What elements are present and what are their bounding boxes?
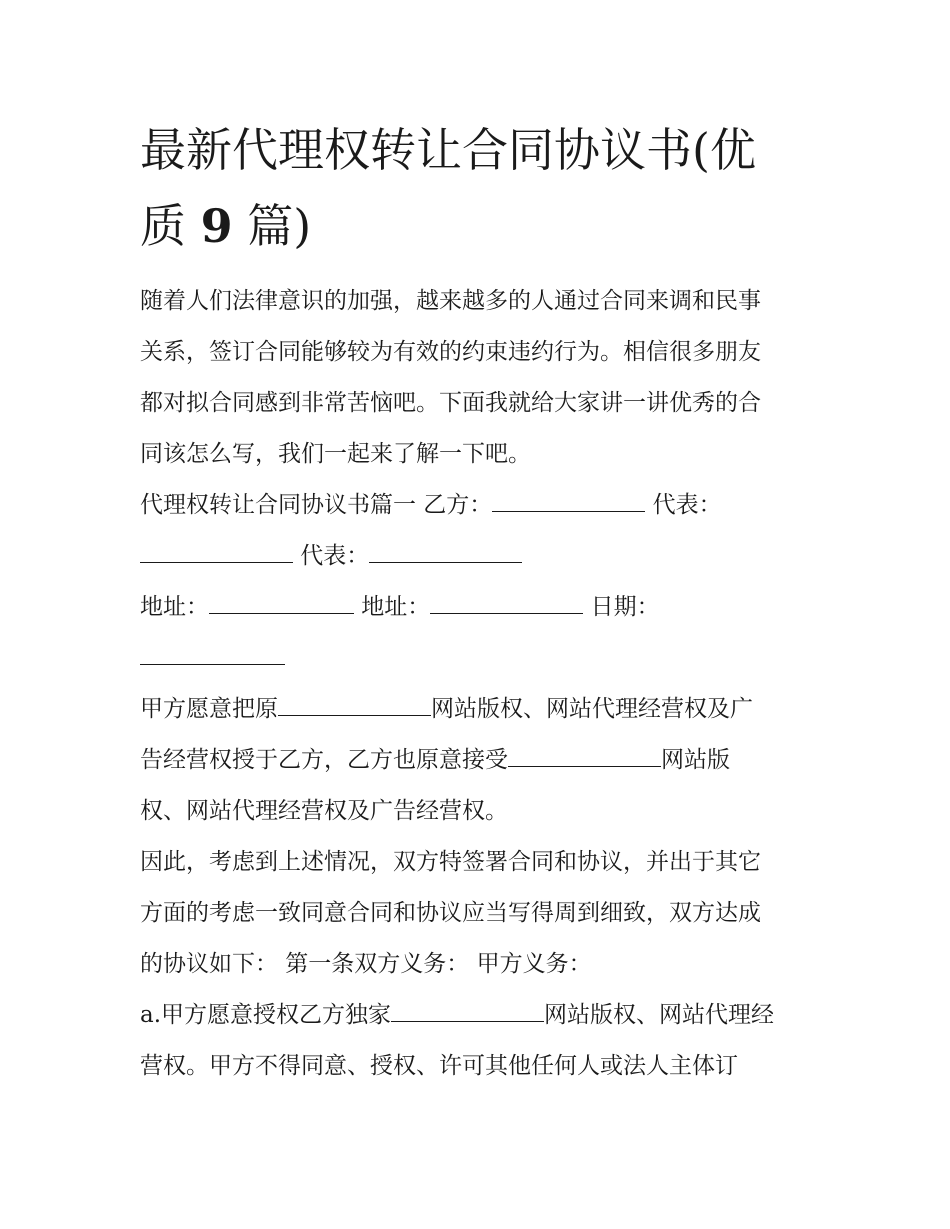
intro-paragraph — [140, 276, 820, 480]
title-line-1: 最新代理权转让合同协议书(优 — [140, 123, 756, 177]
address-blank — [209, 593, 354, 614]
representative-label-2: 代表： — [293, 543, 370, 569]
clause-a-text: a.甲方愿意授权乙方独家 — [140, 1002, 392, 1028]
clause-a-paragraph — [140, 990, 820, 1092]
grant-line-2 — [140, 735, 820, 786]
grant-paragraph — [140, 684, 820, 837]
parties-paragraph — [140, 480, 820, 684]
address-blank-2 — [430, 593, 583, 614]
title-line-2-a: 质 — [140, 199, 201, 253]
reason-line: 的协议如下： 第一条双方义务： 甲方义务： — [140, 951, 592, 977]
clause-a-line-2: 营权。甲方不得同意、授权、许可其他任何人或法人主体订 — [140, 1053, 738, 1079]
grant-text: 甲方愿意把原 — [140, 696, 278, 722]
parties-line-2 — [140, 531, 820, 582]
grant-text: 告经营权授于乙方，乙方也原意接受 — [140, 747, 508, 773]
grant-line-1 — [140, 684, 820, 735]
grant-line-3: 权、网站代理经营权及广告经营权。 — [140, 798, 508, 824]
intro-line: 同该怎么写，我们一起来了解一下吧。 — [140, 441, 531, 467]
reason-paragraph — [140, 837, 820, 990]
document-body — [140, 276, 820, 1092]
grant-text: 网站版权、网站代理经营权及广 — [431, 696, 753, 722]
address-label: 地址： — [140, 594, 209, 620]
grant-text: 网站版 — [661, 747, 730, 773]
document-title — [140, 112, 820, 264]
parties-line-1 — [140, 480, 820, 531]
exclusive-website-blank — [391, 1001, 544, 1022]
reason-line: 方面的考虑一致同意合同和协议应当写得周到细致，双方达成 — [140, 900, 761, 926]
title-number: 9 — [200, 199, 233, 253]
title-line-2-b: 篇) — [232, 199, 312, 253]
clause-a-line-1 — [140, 990, 820, 1041]
website-blank-2 — [508, 746, 661, 767]
representative-blank — [140, 542, 293, 563]
representative-blank-2 — [369, 542, 522, 563]
representative-label: 代表： — [645, 492, 722, 518]
intro-line: 随着人们法律意识的加强，越来越多的人通过合同来调和民事 — [140, 288, 761, 314]
parties-line-3 — [140, 582, 820, 633]
party-b-label: 代理权转让合同协议书篇一 乙方： — [140, 492, 493, 518]
reason-line: 因此，考虑到上述情况，双方特签署合同和协议，并出于其它 — [140, 849, 761, 875]
address-label-2: 地址： — [354, 594, 431, 620]
website-blank — [278, 695, 431, 716]
intro-line: 关系，签订合同能够较为有效的约束违约行为。相信很多朋友 — [140, 339, 761, 365]
parties-line-4 — [140, 633, 820, 684]
intro-line: 都对拟合同感到非常苦恼吧。下面我就给大家讲一讲优秀的合 — [140, 390, 761, 416]
party-b-blank — [492, 491, 645, 512]
date-label: 日期： — [583, 594, 660, 620]
date-blank — [140, 644, 285, 665]
clause-a-text: 网站版权、网站代理经 — [544, 1002, 775, 1028]
